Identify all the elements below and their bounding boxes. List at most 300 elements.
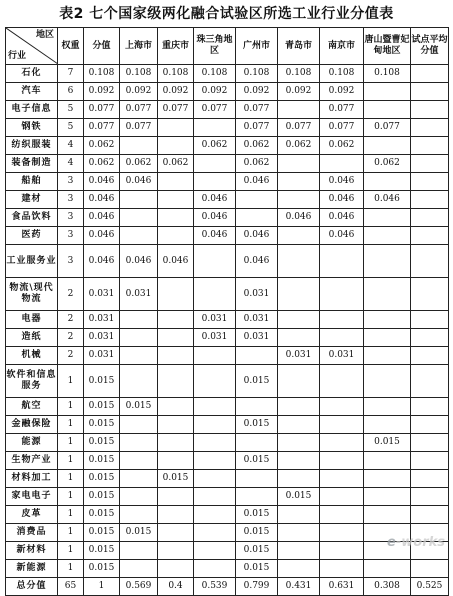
score-cell (120, 329, 158, 347)
score-cell: 0.062 (364, 155, 411, 173)
score-cell (320, 365, 364, 398)
score-cell: 0.015 (84, 452, 120, 470)
score-cell: 0.046 (194, 191, 236, 209)
score-cell (120, 209, 158, 227)
table-row (6, 209, 449, 227)
score-cell (278, 278, 320, 311)
score-cell (411, 173, 449, 191)
score-cell (320, 452, 364, 470)
score-cell (364, 560, 411, 578)
score-cell: 0.062 (84, 137, 120, 155)
score-cell (364, 137, 411, 155)
column-header: 试点平均分值 (411, 28, 449, 65)
score-cell (411, 209, 449, 227)
table-row (6, 227, 449, 245)
score-cell (411, 434, 449, 452)
score-cell: 0.108 (364, 65, 411, 83)
score-cell (236, 434, 278, 452)
industry-name-cell: 总分值 (6, 578, 58, 596)
industry-name-cell: 航空 (6, 398, 58, 416)
industry-name-cell: 机械 (6, 347, 58, 365)
table-row (6, 65, 449, 83)
score-cell (411, 560, 449, 578)
weight-cell: 1 (58, 542, 84, 560)
score-cell (364, 173, 411, 191)
score-cell: 0.046 (120, 245, 158, 278)
score-cell (411, 329, 449, 347)
score-table (5, 27, 449, 596)
table-row (6, 173, 449, 191)
score-cell: 0.046 (84, 245, 120, 278)
score-cell (364, 101, 411, 119)
score-cell (278, 398, 320, 416)
score-cell (411, 83, 449, 101)
score-cell: 0.077 (84, 101, 120, 119)
score-cell (158, 311, 194, 329)
score-cell (194, 398, 236, 416)
weight-cell: 3 (58, 227, 84, 245)
score-cell (194, 278, 236, 311)
score-cell: 0.031 (236, 329, 278, 347)
score-cell (158, 506, 194, 524)
score-cell: 0.046 (320, 227, 364, 245)
table-row (6, 155, 449, 173)
score-cell (278, 173, 320, 191)
score-cell (236, 209, 278, 227)
score-cell: 0.046 (194, 209, 236, 227)
score-cell (278, 155, 320, 173)
industry-name-cell: 食品饮料 (6, 209, 58, 227)
score-cell (158, 227, 194, 245)
score-cell: 0.539 (194, 578, 236, 596)
score-cell (411, 398, 449, 416)
score-cell: 0.308 (364, 578, 411, 596)
score-cell (158, 209, 194, 227)
industry-name-cell: 医药 (6, 227, 58, 245)
table-row (6, 101, 449, 119)
weight-cell: 2 (58, 347, 84, 365)
score-cell: 0.046 (320, 209, 364, 227)
score-cell (320, 434, 364, 452)
score-cell (411, 452, 449, 470)
score-cell (194, 452, 236, 470)
table-body (6, 65, 449, 596)
score-cell (158, 119, 194, 137)
table-row (6, 245, 449, 278)
column-header: 唐山暨曹妃甸地区 (364, 28, 411, 65)
score-cell (320, 155, 364, 173)
score-cell (120, 137, 158, 155)
table-row (6, 398, 449, 416)
score-cell (364, 83, 411, 101)
score-cell (364, 311, 411, 329)
score-cell (278, 101, 320, 119)
score-cell (120, 227, 158, 245)
score-cell (120, 191, 158, 209)
corner-header-cell (6, 28, 58, 65)
score-cell (320, 416, 364, 434)
score-cell (158, 542, 194, 560)
score-cell (364, 416, 411, 434)
score-cell: 0.062 (320, 137, 364, 155)
score-cell: 0.062 (194, 137, 236, 155)
industry-name-cell: 新材料 (6, 542, 58, 560)
weight-cell: 1 (58, 398, 84, 416)
column-header: 分值 (84, 28, 120, 65)
score-cell: 0.077 (84, 119, 120, 137)
score-cell: 0.569 (120, 578, 158, 596)
score-cell (158, 329, 194, 347)
corner-region-label: 地区 (35, 30, 54, 40)
score-cell: 0.077 (194, 101, 236, 119)
score-cell (278, 470, 320, 488)
industry-name-cell: 造纸 (6, 329, 58, 347)
score-cell (194, 560, 236, 578)
score-cell (411, 470, 449, 488)
weight-cell: 3 (58, 173, 84, 191)
score-cell (411, 488, 449, 506)
score-cell: 0.046 (236, 245, 278, 278)
score-cell (194, 119, 236, 137)
score-cell: 0.031 (194, 329, 236, 347)
score-cell (194, 506, 236, 524)
score-cell (411, 311, 449, 329)
score-cell (364, 365, 411, 398)
score-cell (120, 365, 158, 398)
table-row (6, 470, 449, 488)
score-cell: 0.108 (278, 65, 320, 83)
score-cell: 0.062 (120, 155, 158, 173)
weight-cell: 2 (58, 329, 84, 347)
score-cell (194, 434, 236, 452)
score-cell: 0.015 (84, 470, 120, 488)
score-cell (236, 347, 278, 365)
weight-cell: 5 (58, 119, 84, 137)
score-cell (120, 560, 158, 578)
table-title: 表2 七个国家级两化融合试验区所选工业行业分值表 (59, 6, 394, 22)
score-cell: 0.015 (84, 365, 120, 398)
score-cell: 0.015 (84, 542, 120, 560)
score-cell: 0.092 (320, 83, 364, 101)
score-cell: 0.031 (84, 311, 120, 329)
score-cell (158, 137, 194, 155)
score-cell: 0.015 (120, 524, 158, 542)
score-cell: 0.015 (278, 488, 320, 506)
industry-name-cell: 纺织服装 (6, 137, 58, 155)
score-cell (158, 365, 194, 398)
score-cell: 0.015 (236, 365, 278, 398)
score-cell (411, 155, 449, 173)
score-cell (194, 542, 236, 560)
score-cell: 0.092 (236, 83, 278, 101)
score-cell (364, 347, 411, 365)
score-cell (120, 434, 158, 452)
score-cell (278, 542, 320, 560)
score-cell (158, 191, 194, 209)
score-cell: 0.062 (236, 155, 278, 173)
score-cell: 0.031 (320, 347, 364, 365)
score-cell (411, 65, 449, 83)
score-cell (158, 434, 194, 452)
score-cell (120, 416, 158, 434)
score-cell: 0.077 (120, 101, 158, 119)
score-cell (120, 470, 158, 488)
industry-name-cell: 电器 (6, 311, 58, 329)
table-row (6, 560, 449, 578)
column-header: 青岛市 (278, 28, 320, 65)
score-cell (364, 452, 411, 470)
score-cell (278, 329, 320, 347)
score-cell: 0.092 (278, 83, 320, 101)
score-cell (278, 416, 320, 434)
score-cell (411, 278, 449, 311)
score-cell: 0.015 (158, 470, 194, 488)
score-cell (364, 329, 411, 347)
score-cell (158, 278, 194, 311)
score-cell (194, 347, 236, 365)
score-cell: 0.015 (84, 488, 120, 506)
score-cell: 0.015 (84, 560, 120, 578)
weight-cell: 3 (58, 245, 84, 278)
weight-cell: 1 (58, 365, 84, 398)
score-cell (411, 416, 449, 434)
score-cell (194, 173, 236, 191)
score-cell: 0.062 (158, 155, 194, 173)
score-cell: 0.046 (320, 191, 364, 209)
table-row (6, 347, 449, 365)
score-cell (194, 488, 236, 506)
score-cell (158, 452, 194, 470)
score-cell (320, 506, 364, 524)
score-cell: 0.062 (236, 137, 278, 155)
weight-cell: 6 (58, 83, 84, 101)
weight-cell: 1 (58, 506, 84, 524)
score-cell (411, 137, 449, 155)
weight-cell: 4 (58, 155, 84, 173)
industry-name-cell: 皮革 (6, 506, 58, 524)
score-cell (411, 365, 449, 398)
score-cell: 0.077 (120, 119, 158, 137)
score-cell (411, 101, 449, 119)
score-cell: 0.015 (236, 452, 278, 470)
score-cell (411, 506, 449, 524)
score-cell (236, 470, 278, 488)
score-cell: 0.062 (84, 155, 120, 173)
column-header: 上海市 (120, 28, 158, 65)
score-cell: 0.015 (364, 434, 411, 452)
score-cell: 0.108 (320, 65, 364, 83)
score-cell: 0.046 (236, 227, 278, 245)
score-cell (320, 329, 364, 347)
score-cell: 0.046 (236, 173, 278, 191)
score-cell: 0.015 (84, 434, 120, 452)
score-cell: 0.015 (236, 506, 278, 524)
score-cell (194, 470, 236, 488)
score-cell (158, 347, 194, 365)
score-cell (278, 560, 320, 578)
score-cell (194, 365, 236, 398)
score-cell: 0.092 (194, 83, 236, 101)
score-cell: 0.077 (278, 119, 320, 137)
score-cell: 0.108 (158, 65, 194, 83)
column-header: 重庆市 (158, 28, 194, 65)
score-cell (194, 524, 236, 542)
industry-name-cell: 新能源 (6, 560, 58, 578)
column-header: 广州市 (236, 28, 278, 65)
score-cell (278, 311, 320, 329)
industry-name-cell: 金融保险 (6, 416, 58, 434)
score-cell (364, 227, 411, 245)
score-cell (320, 311, 364, 329)
table-row (6, 329, 449, 347)
score-cell: 0.031 (236, 278, 278, 311)
table-row (6, 311, 449, 329)
score-cell: 0.015 (84, 506, 120, 524)
score-cell: 0.015 (236, 560, 278, 578)
weight-cell: 1 (58, 560, 84, 578)
weight-cell: 1 (58, 488, 84, 506)
score-cell (278, 524, 320, 542)
industry-name-cell: 电子信息 (6, 101, 58, 119)
score-cell (278, 227, 320, 245)
industry-name-cell: 生物产业 (6, 452, 58, 470)
score-cell: 0.4 (158, 578, 194, 596)
industry-name-cell: 钢铁 (6, 119, 58, 137)
score-cell (320, 524, 364, 542)
score-cell: 0.031 (84, 278, 120, 311)
score-cell (158, 560, 194, 578)
score-cell (120, 452, 158, 470)
score-cell: 0.031 (120, 278, 158, 311)
score-cell: 0.108 (84, 65, 120, 83)
score-cell: 0.062 (278, 137, 320, 155)
score-cell (236, 488, 278, 506)
industry-name-cell: 软件和信息服务 (6, 365, 58, 398)
weight-cell: 2 (58, 278, 84, 311)
score-cell: 0.046 (84, 173, 120, 191)
column-header: 权重 (58, 28, 84, 65)
table-row (6, 365, 449, 398)
header-row (6, 28, 449, 65)
score-cell (158, 416, 194, 434)
score-cell: 0.031 (236, 311, 278, 329)
weight-cell: 1 (58, 416, 84, 434)
weight-cell: 2 (58, 311, 84, 329)
score-cell (411, 347, 449, 365)
weight-cell: 7 (58, 65, 84, 83)
score-cell: 0.631 (320, 578, 364, 596)
score-cell: 0.015 (236, 542, 278, 560)
score-cell (278, 452, 320, 470)
score-cell: 0.015 (236, 524, 278, 542)
industry-name-cell: 消费品 (6, 524, 58, 542)
industry-name-cell: 材料加工 (6, 470, 58, 488)
score-cell: 0.031 (278, 347, 320, 365)
score-cell: 0.015 (84, 398, 120, 416)
score-cell: 0.077 (364, 119, 411, 137)
score-cell: 0.046 (278, 209, 320, 227)
score-cell: 0.046 (84, 227, 120, 245)
total-row (6, 578, 449, 596)
score-cell: 0.077 (158, 101, 194, 119)
score-cell (411, 245, 449, 278)
score-cell (120, 542, 158, 560)
score-cell (278, 191, 320, 209)
score-cell: 1 (84, 578, 120, 596)
score-cell: 0.799 (236, 578, 278, 596)
table-row (6, 452, 449, 470)
score-cell (320, 245, 364, 278)
score-cell: 0.092 (158, 83, 194, 101)
score-cell (320, 398, 364, 416)
table-row (6, 542, 449, 560)
table-row (6, 83, 449, 101)
score-cell: 0.015 (84, 416, 120, 434)
score-cell: 0.031 (84, 347, 120, 365)
score-cell (364, 488, 411, 506)
score-cell (194, 416, 236, 434)
score-cell (364, 506, 411, 524)
table-row (6, 488, 449, 506)
score-cell (194, 155, 236, 173)
e-works-watermark-logo: e-works (387, 535, 445, 550)
weight-cell: 1 (58, 470, 84, 488)
score-cell (120, 488, 158, 506)
score-cell (411, 227, 449, 245)
column-header: 珠三角地区 (194, 28, 236, 65)
score-cell: 0.046 (158, 245, 194, 278)
table-row (6, 506, 449, 524)
score-cell (320, 470, 364, 488)
score-cell: 0.108 (236, 65, 278, 83)
score-cell: 0.431 (278, 578, 320, 596)
score-cell (278, 365, 320, 398)
score-cell (364, 209, 411, 227)
weight-cell: 65 (58, 578, 84, 596)
score-cell: 0.015 (84, 524, 120, 542)
score-cell: 0.031 (194, 311, 236, 329)
score-cell (364, 470, 411, 488)
industry-name-cell: 工业服务业 (6, 245, 58, 278)
weight-cell: 3 (58, 191, 84, 209)
score-cell: 0.525 (411, 578, 449, 596)
score-cell: 0.031 (84, 329, 120, 347)
score-cell (158, 173, 194, 191)
score-cell (158, 488, 194, 506)
score-cell (120, 347, 158, 365)
table-row (6, 434, 449, 452)
weight-cell: 1 (58, 524, 84, 542)
score-cell (364, 245, 411, 278)
table-row (6, 191, 449, 209)
score-cell: 0.092 (84, 83, 120, 101)
weight-cell: 4 (58, 137, 84, 155)
industry-name-cell: 建材 (6, 191, 58, 209)
score-cell (320, 278, 364, 311)
weight-cell: 5 (58, 101, 84, 119)
table-row (6, 416, 449, 434)
score-cell (278, 434, 320, 452)
score-cell: 0.015 (236, 416, 278, 434)
industry-name-cell: 家电电子 (6, 488, 58, 506)
score-cell: 0.046 (320, 173, 364, 191)
score-cell (364, 278, 411, 311)
industry-name-cell: 装备制造 (6, 155, 58, 173)
score-cell (364, 398, 411, 416)
score-cell: 0.077 (320, 101, 364, 119)
score-cell: 0.092 (120, 83, 158, 101)
industry-name-cell: 物流\现代物流 (6, 278, 58, 311)
